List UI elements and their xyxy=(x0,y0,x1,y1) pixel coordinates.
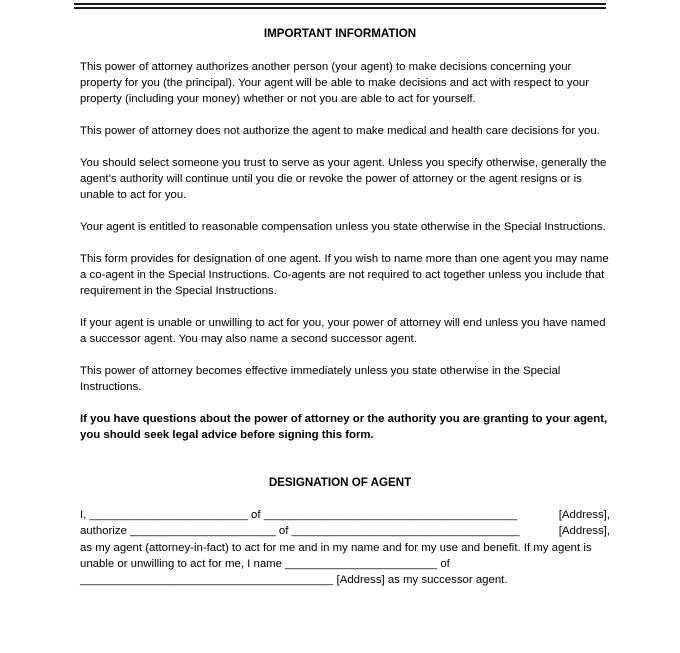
paragraph-line: property for you (the principal). Your agent will be able to make decisions and act with respect to your xyxy=(80,77,590,89)
paragraph-legal-advice xyxy=(80,411,612,443)
paragraph-effective xyxy=(80,363,612,395)
successor-address-blank[interactable]: ________________________________________ [Address] as my successor agent. xyxy=(80,574,508,587)
paragraph-line: This power of attorney does not authorize the agent to make medical and health care decisions for you. xyxy=(80,125,600,137)
paragraph-no-medical xyxy=(80,123,612,139)
principal-name-address-blanks[interactable]: I, _________________________ of ________________________________________ xyxy=(80,509,518,521)
paragraph-select-agent xyxy=(80,155,612,203)
paragraph-agent-authority xyxy=(80,59,612,107)
paragraph-line: You should select someone you trust to serve as your agent. Unless you specify otherwise, generally the xyxy=(80,157,607,169)
paragraph-line: requirement in the Special Instructions. xyxy=(80,285,277,297)
top-rule-upper xyxy=(74,3,606,5)
important-information-heading: IMPORTANT INFORMATION xyxy=(263,27,417,40)
agent-name-address-blanks[interactable]: authorize _______________________ of ____________________________________ xyxy=(80,525,520,538)
paragraph-line: If you have questions about the power of attorney or the authority you are granting to your agent, xyxy=(80,413,608,425)
paragraph-line: agent’s authority will continue until you die or revoke the power of attorney or the agent resigns or is xyxy=(80,173,582,185)
paragraph-line: a co-agent in the Special Instructions. Co-agents are not required to act together unless you include that xyxy=(80,269,605,281)
paragraph-successor-agent xyxy=(80,315,612,347)
address-label: [Address], xyxy=(558,525,610,538)
paragraph-line: you should seek legal advice before signing this form. xyxy=(80,429,374,441)
paragraph-line: This power of attorney becomes effective immediately unless you state otherwise in the Special xyxy=(80,365,561,377)
successor-name-blank[interactable]: unable or unwilling to act for me, I name ________________________ of xyxy=(80,557,450,570)
paragraph-co-agent xyxy=(80,251,612,299)
paragraph-line: property (including your money) whether or not you are able to act for yourself. xyxy=(80,93,476,105)
paragraph-line: Your agent is entitled to reasonable compensation unless you state otherwise in the Special Instructions. xyxy=(80,221,606,233)
paragraph-line: This power of attorney authorizes another person (your agent) to make decisions concerning your xyxy=(80,61,572,73)
paragraph-line: Instructions. xyxy=(80,381,142,393)
designation-heading: DESIGNATION OF AGENT xyxy=(268,476,412,489)
paragraph-line: unable to act for you. xyxy=(80,189,187,201)
address-label: [Address], xyxy=(558,509,610,521)
paragraph-compensation xyxy=(80,219,612,235)
top-rule-lower xyxy=(74,7,606,9)
paragraph-line: a successor agent. You may also name a second successor agent. xyxy=(80,333,417,345)
designation-line-principal[interactable] xyxy=(80,507,610,523)
designation-line-text: as my agent (attorney-in-fact) to act for me and in my name and for my use and benefit. If my agent is xyxy=(80,541,592,554)
designation-line-agent[interactable] xyxy=(80,523,610,539)
designation-form xyxy=(80,507,610,588)
paragraph-line: This form provides for designation of one agent. If you wish to name more than one agent you may name xyxy=(80,253,609,265)
paragraph-line: If your agent is unable or unwilling to act for you, your power of attorney will end unless you have named xyxy=(80,317,606,329)
